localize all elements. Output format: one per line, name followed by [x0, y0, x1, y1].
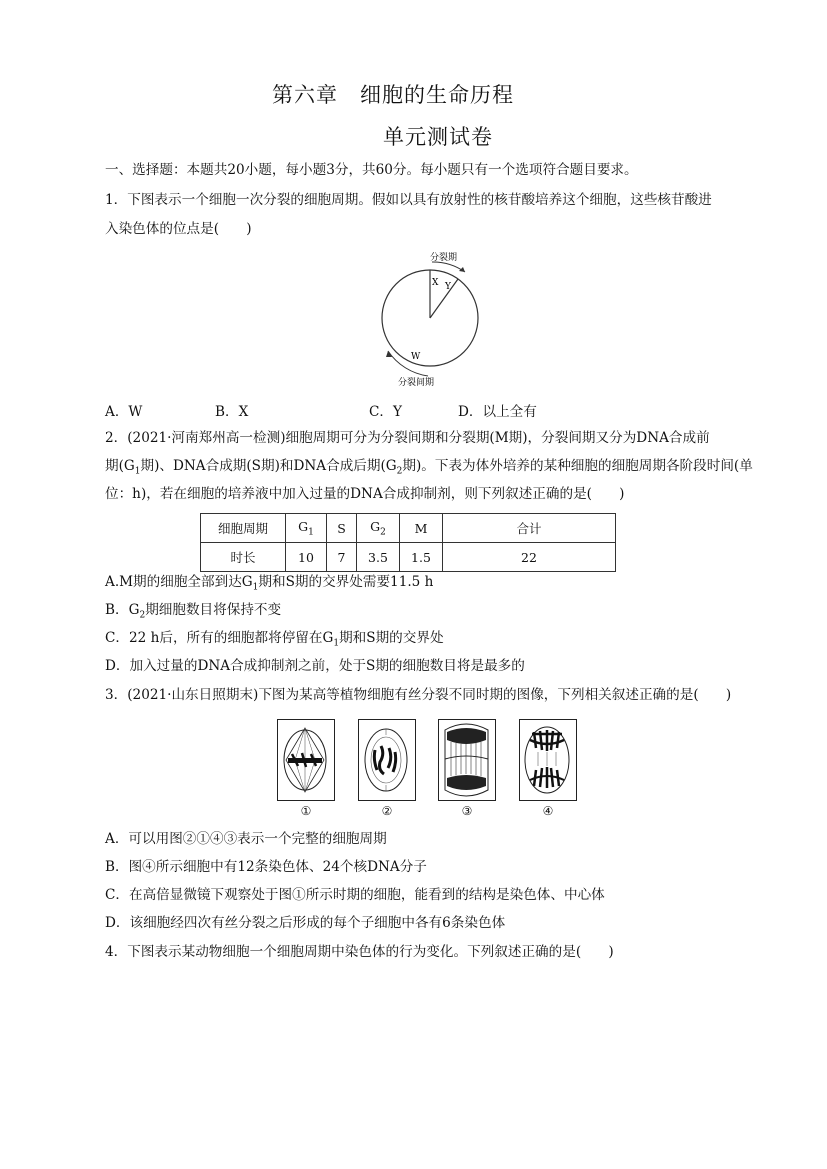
- q2-option-a: A.M期的细胞全部到达$G_1$期和S期的交界处需要11.5 h: [105, 574, 434, 593]
- table-cell: 10: [286, 543, 327, 572]
- mitosis-figure-2: [358, 719, 416, 801]
- table-header: S: [327, 514, 357, 543]
- q3-option-a: A．可以用图②①④③表示一个完整的细胞周期: [105, 831, 387, 847]
- label-w: W: [411, 352, 421, 362]
- label-interphase: 分裂间期: [398, 378, 435, 388]
- table-header: $G_1$: [286, 514, 327, 543]
- interphase-arrow: [388, 351, 428, 376]
- table-cell: 22: [443, 543, 616, 572]
- cell-cycle-table: [200, 513, 616, 572]
- table-cell: 7: [327, 543, 357, 572]
- mitosis-figure-3: [438, 719, 496, 801]
- table-header: 细胞周期: [201, 514, 286, 543]
- figure-label-1: ①: [300, 804, 312, 818]
- mitosis-figure-1: [277, 719, 335, 801]
- mitosis-figure-4: [519, 719, 577, 801]
- q3-option-b: B．图④所示细胞中有12条染色体、24个核DNA分子: [105, 859, 427, 875]
- q2-stem-line1: 2．(2021·河南郑州高一检测)细胞周期可分为分裂间期和分裂期(M期)，分裂间期又分为DNA合成前: [105, 430, 710, 446]
- table-header: 合计: [443, 514, 616, 543]
- q2-option-b: B．$G_2$期细胞数目将保持不变: [105, 602, 282, 621]
- label-division: 分裂期: [430, 253, 458, 263]
- q3-option-d: D．该细胞经四次有丝分裂之后形成的每个子细胞中各有6条染色体: [105, 915, 506, 931]
- q2-stem-line3: 位：h)，若在细胞的培养液中加入过量的DNA合成抑制剂，则下列叙述正确的是( ): [105, 486, 625, 502]
- section-heading: 一、选择题：本题共20小题，每小题3分，共60分。每小题只有一个选项符合题目要求。: [105, 162, 638, 178]
- figure-label-4: ④: [542, 804, 554, 818]
- chapter-title: 第六章 细胞的生命历程: [272, 83, 514, 107]
- cell-cycle-diagram: [370, 246, 490, 391]
- q3-stem: 3．(2021·山东日照期末)下图为某高等植物细胞有丝分裂不同时期的图像，下列相关叙述正确的是( ): [105, 687, 732, 703]
- q1-option-b: B．X: [215, 404, 249, 420]
- figure-label-2: ②: [381, 804, 393, 818]
- table-header: $G_2$: [357, 514, 400, 543]
- q2-option-d: D．加入过量的DNA合成抑制剂之前，处于S期的细胞数目将是最多的: [105, 658, 525, 674]
- table-cell: 3.5: [357, 543, 400, 572]
- q1-option-c: C．Y: [369, 404, 402, 420]
- q4-stem: 4．下图表示某动物细胞一个细胞周期中染色体的行为变化。下列叙述正确的是( ): [105, 944, 614, 960]
- table-cell: 时长: [201, 543, 286, 572]
- table-header-row: [201, 514, 616, 543]
- table-header: M: [400, 514, 443, 543]
- q1-stem-line2: 入染色体的位点是( ): [105, 221, 252, 237]
- q3-option-c: C．在高倍显微镜下观察处于图①所示时期的细胞，能看到的结构是染色体、中心体: [105, 887, 605, 903]
- subtitle: 单元测试卷: [383, 125, 493, 149]
- q2-stem-line2: 期($G_1$期)、DNA合成期(S期)和DNA合成后期($G_2$期)。下表为体外培养的某种细胞的细胞周期各阶段时间(单: [105, 458, 753, 477]
- table-cell: 1.5: [400, 543, 443, 572]
- label-y: Y: [445, 282, 451, 292]
- q1-option-a: A．W: [105, 404, 143, 420]
- label-x: X: [432, 278, 439, 288]
- table-row: [201, 543, 616, 572]
- q1-option-d: D．以上全有: [458, 404, 537, 420]
- q1-stem-line1: 1．下图表示一个细胞一次分裂的细胞周期。假如以具有放射性的核苷酸培养这个细胞，这些核苷酸进: [105, 192, 712, 208]
- q2-option-c: C．22 h后，所有的细胞都将停留在$G_1$期和S期的交界处: [105, 630, 444, 649]
- figure-label-3: ③: [461, 804, 473, 818]
